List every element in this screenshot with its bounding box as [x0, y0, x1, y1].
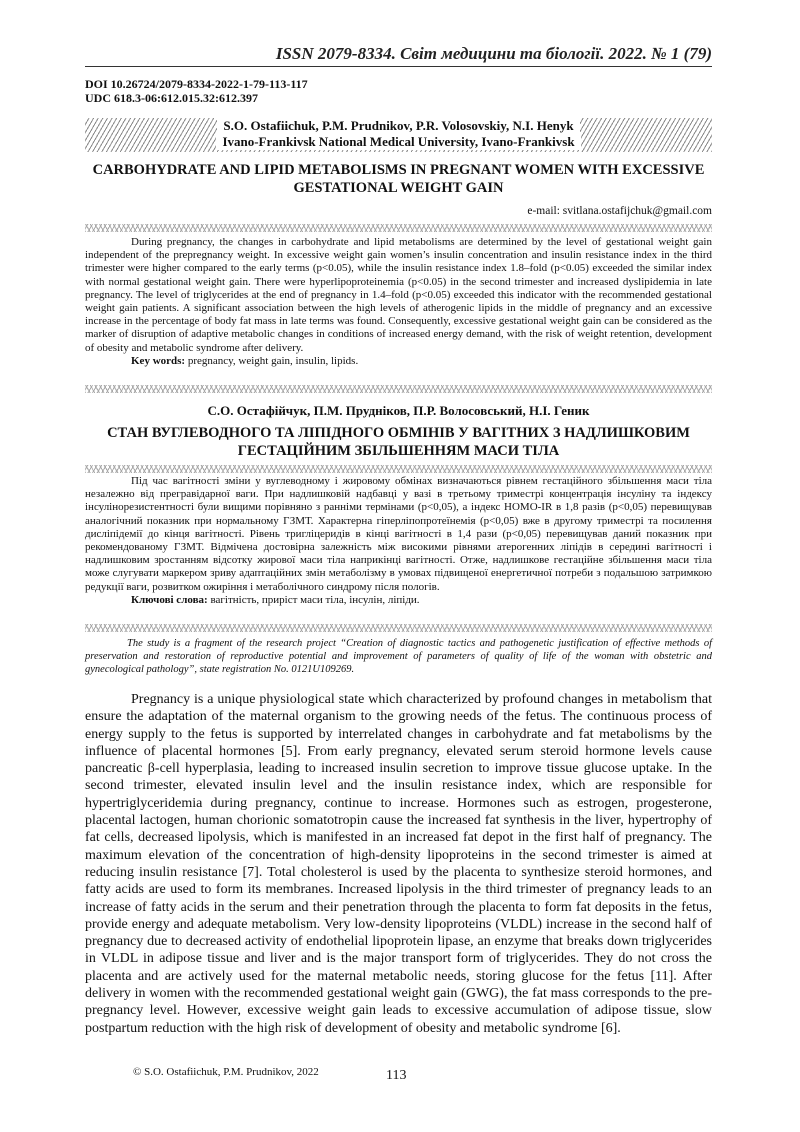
email: e-mail: svitlana.ostafijchuk@gmail.com [527, 205, 712, 217]
abstract-ua [85, 475, 712, 607]
title-en-line1: CARBOHYDRATE AND LIPID METABOLISMS IN PREGNANT WOMEN WITH EXCESSIVE [92, 162, 705, 178]
authors-block-en [85, 118, 712, 150]
abstract-en-text: During pregnancy, the changes in carbohydrate and lipid metabolisms are determined by the level of gestational weight gain independent of the prepregnancy weight. In excessive weight gain women’s insulin concentration and insulin resistance index in the third trimester were higher compared to the early terms (p<0.05), while the insulin resistance index 1.8–fold (p<0.05) exceeded the similar index with normal gestational weight gain. There were hyperlipoproteinemia (p<0.05) in the second trimester and increased dyslipidemia in late pregnancy. The level of triglycerides at the end of pregnancy in 1.4–fold (p<0.05) exceeded this indicator with the recommended gestational weight gain patients. A significant association between the high levels of atherogenic lipids in the middle of pregnancy and an excessive increase in the percentage of body fat mass in late terms was found. Consequently, excessive gestational weight gain can be considered as the marker of disruption of adaptive metabolic changes in conditions of increased energy demand, with the risk of weight retention, development of obesity and metabolic syndrome after delivery. [85, 236, 712, 354]
keywords-en [85, 355, 712, 368]
journal-header: ISSN 2079-8334. Світ медицини та біології. 2022. № 1 (79) [275, 44, 712, 63]
title-ua [85, 424, 712, 460]
doi: DOI 10.26724/2079-8334-2022-1-79-113-117 [85, 77, 308, 91]
divider-wave [85, 224, 712, 232]
abstract-ua-text: Під час вагітності зміни у вуглеводному і жировому обмінах визначаються рівнем гестаційного збільшення маси тіла незалежно від прегравідарної ваги. При надлишковій надбавці у вазі в третьому триместрі концентрація інсуліну та індексу інсулінорезистентності були вищими порівняно з ранніми термінами (p<0,05), а індекс HOMO-IR в 1,8 разів (p<0,05) перевищував аналогічний показник при нормальному ГЗМТ. Характерна гіперліпопротеїнемія (p<0,05) вже в другому триместрі та посилення дисліпідемії до кінця вагітності. Рівень тригліцеридів в кінці вагітності в 1,4 рази (p<0,05) перевищував даний показник при рекомендованому ГЗМТ. Відмічена достовірна залежність між високими рівнями атерогенних ліпідів в середині вагітності і надлишковим зростанням відсотку жирової маси тіла наприкінці вагітності. Отже, надлишкове гестаційне збільшення маси тіла може слугувати маркером зриву адаптаційних змін метаболізму в умовах підвищеної енергетичної потреби з подальшою затримкою редукції ваги, розвитком ожиріння і метаболічного синдрому після пологів. [85, 475, 712, 593]
keywords-en-label: Key words: [131, 354, 186, 367]
header-rule [85, 66, 712, 67]
title-en [85, 161, 712, 197]
divider-wave [85, 624, 712, 632]
research-note: The study is a fragment of the research project “Creation of diagnostic tactics and pathogenetic justification of effective methods of preservation and restoration of reproductive potential and improvement of parameters of quality of life of the woman with obstetric and gynecological pathology”, state registration No. 0121U109269. [85, 638, 712, 675]
udc: UDC 618.3-06:612.015.32:612.397 [85, 91, 258, 105]
title-ua-line2: ГЕСТАЦІЙНИМ ЗБІЛЬШЕННЯМ МАСИ ТІЛА [237, 443, 560, 459]
affiliation: Ivano-Frankivsk National Medical University, Ivano-Frankivsk [216, 134, 580, 150]
title-en-line2: GESTATIONAL WEIGHT GAIN [293, 180, 504, 196]
page-number: 113 [386, 1068, 407, 1083]
copyright: © S.O. Ostafiichuk, P.M. Prudnikov, 2022 [133, 1066, 319, 1078]
keywords-ua-label: Ключові слова: [131, 593, 208, 606]
authors-en: S.O. Ostafiichuk, P.M. Prudnikov, P.R. Volosovskiy, N.I. Henyk [217, 118, 579, 134]
authors-ua: С.О. Остафійчук, П.М. Прудніков, П.Р. Волосовський, Н.І. Геник [207, 403, 590, 418]
title-ua-line1: СТАН ВУГЛЕВОДНОГО ТА ЛІПІДНОГО ОБМІНІВ У ВАГІТНИХ З НАДЛИШКОВИМ [107, 425, 690, 441]
divider-wave [85, 465, 712, 473]
keywords-ua-values: вагітність, приріст маси тіла, інсулін, ліпіди. [207, 593, 420, 606]
keywords-en-values: pregnancy, weight gain, insulin, lipids. [185, 354, 359, 367]
doi-block [85, 77, 308, 105]
body-paragraph: Pregnancy is a unique physiological state which characterized by profound changes in metabolism that ensure the adaptation of the maternal organism to the growing needs of the fetus. The continuous process of energy supply to the fetus is supported by interrelated changes in carbohydrate and fat metabolisms by the influence of placental hormones [5]. From early pregnancy, elevated serum steroid hormone levels cause pancreatic β-cell hyperplasia, leading to increased insulin secretion to improve tissue glucose uptake. In the second trimester, elevated insulin level and the insulin resistance index, which are responsible for hypertriglyceridemia during pregnancy, continue to increase. Hormones such as estrogen, progesterone, placental lactogen, human chorionic somatotropin cause the increased fat synthesis in the liver, hypertrophy of fat cells, decreased lipolysis, which is manifested in an increased fat depot in the first half of pregnancy. The maximum elevation of the concentration of high-density lipoproteins in the second trimester is aimed at reducing insulin resistance [7]. Total cholesterol is used by the placenta to synthesize steroid hormones, and fatty acids are used to form its membranes. Increased lipolysis in the third trimester of pregnancy leads to an increase of fatty acids in the serum and their penetration through the placenta to form fat deposits in the fetus, provide energy and adequate metabolism. Very low-density lipoproteins (VLDL) increase in the second half of pregnancy due to decreased activity of endothelial lipoprotein lipase, an enzyme that breaks down triglycerides in VLDL in adipose tissue and liver and is the major transport form of triglycerides. They do not cross the placenta and are actively used for the maternal metabolic needs, storing glucose for the fetus [11]. After delivery in women with the recommended gestational weight gain (GWG), the fat mass corresponds to the pre-pregnancy level. However, excessive weight gain leads to excessive accumulation of adipose tissue, slow postpartum reduction with the high risk of development of obesity and metabolic syndrome [6]. [85, 692, 712, 1036]
divider-wave [85, 385, 712, 393]
keywords-ua [85, 594, 712, 607]
abstract-en [85, 236, 712, 368]
